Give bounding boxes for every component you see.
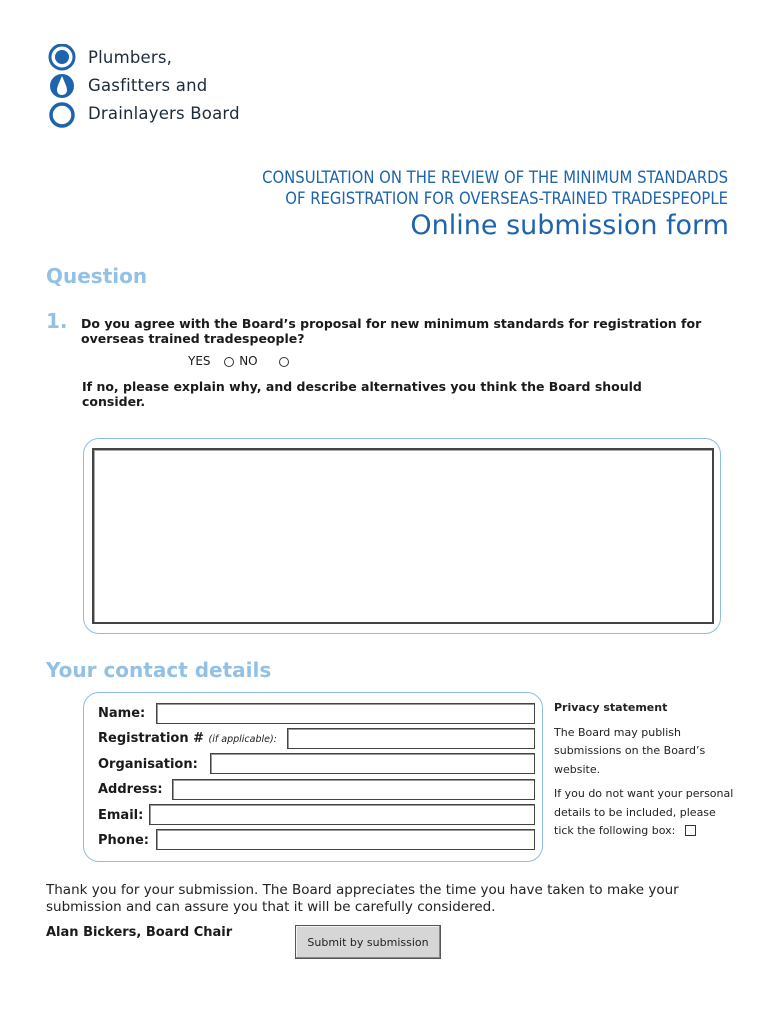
address-field[interactable] <box>172 779 535 800</box>
board-name-line-2: Gasfitters and <box>88 76 208 95</box>
consultation-heading <box>262 167 728 209</box>
no-label: NO <box>239 354 258 368</box>
registration-field[interactable] <box>287 728 535 749</box>
registration-suffix: : <box>273 734 277 745</box>
board-name <box>88 44 240 128</box>
address-label: Address: <box>98 782 163 797</box>
consultation-line-2: OF REGISTRATION FOR OVERSEAS-TRAINED TRADESPEOPLE <box>285 189 728 208</box>
name-field[interactable] <box>156 703 535 724</box>
privacy-statement <box>554 699 734 847</box>
privacy-optout-checkbox[interactable] <box>685 825 696 836</box>
question-section-title: Question <box>46 264 148 288</box>
board-chair-signoff: Alan Bickers, Board Chair <box>46 925 233 940</box>
no-radio[interactable] <box>279 357 289 367</box>
answer-textarea[interactable] <box>92 448 714 624</box>
privacy-text-1: The Board may publish submissions on the Board’s website. <box>554 725 706 776</box>
thank-you-text: Thank you for your submission. The Board appreciates the time you have taken to make your submission and can assure you that it will be carefully considered. <box>46 882 679 915</box>
organisation-field[interactable] <box>210 753 535 774</box>
registration-label-text: Registration # <box>98 731 204 746</box>
phone-label: Phone: <box>98 833 149 848</box>
phone-field[interactable] <box>156 829 535 850</box>
question-text: Do you agree with the Board’s proposal for new minimum standards for registration for overseas trained tradespeople? <box>81 316 702 346</box>
yes-label: YES <box>188 354 211 368</box>
question-number: 1. <box>46 309 68 333</box>
yes-radio[interactable] <box>224 357 234 367</box>
registration-hint: (if applicable) <box>208 734 274 745</box>
yes-no-choice <box>188 354 289 368</box>
board-name-line-1: Plumbers, <box>88 48 173 67</box>
consultation-line-1: CONSULTATION ON THE REVIEW OF THE MINIMUM STANDARDS <box>262 168 728 187</box>
registration-label <box>98 731 277 746</box>
privacy-text-2: If you do not want your personal details to be included, please tick the following box: <box>554 787 734 837</box>
submit-button[interactable]: Submit by submission <box>295 925 441 959</box>
email-label: Email: <box>98 808 144 823</box>
email-field[interactable] <box>149 804 535 825</box>
name-label: Name: <box>98 706 146 721</box>
contact-section-title: Your contact details <box>46 658 272 682</box>
organisation-label: Organisation: <box>98 757 198 772</box>
privacy-title: Privacy statement <box>554 701 668 714</box>
page-title: Online submission form <box>410 210 729 241</box>
explain-prompt: If no, please explain why, and describe alternatives you think the Board should consider. <box>82 379 642 409</box>
board-name-line-3: Drainlayers Board <box>88 104 240 123</box>
board-logo-icon <box>46 44 78 130</box>
